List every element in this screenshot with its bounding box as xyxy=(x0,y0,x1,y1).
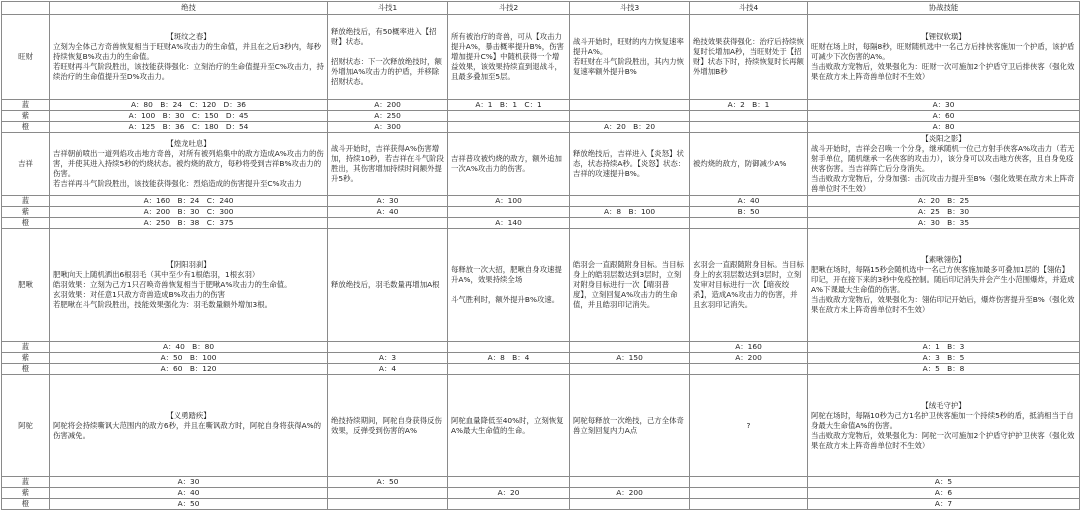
skill-desc-cell xyxy=(808,133,1080,196)
header-ultimate: 绝技 xyxy=(50,2,328,15)
skill-description: 释放绝技后，羽毛数量再增加A根 xyxy=(331,280,440,289)
level-row xyxy=(2,218,1080,229)
level-value: A：100 B：30 C：150 D：45 xyxy=(50,111,328,122)
skill-description: 吉祥普攻被灼烧的敌方，额外追加一次A%攻击力的伤害。 xyxy=(451,154,562,173)
level-value: A：250 B：38 C：375 xyxy=(50,218,328,229)
skill-desc-cell xyxy=(690,375,808,477)
skill-desc-cell xyxy=(50,133,328,196)
skill-desc-cell xyxy=(50,15,328,100)
skill-desc-cell xyxy=(448,229,570,342)
header-corner xyxy=(2,2,50,15)
skill-description: 阿驼每释放一次绝技，己方全体奇兽立刻回复内力A点 xyxy=(573,415,684,435)
skill-description: 释放绝技后，有50概率进入【招财】状态。 招财状态：下一次释放绝技时，额外增加A%攻击力的护盾，并移除招财状态。 xyxy=(331,27,442,86)
level-value: A：8 B：4 xyxy=(448,353,570,364)
level-value xyxy=(570,111,690,122)
level-value: A：80 xyxy=(808,122,1080,133)
level-value: A：200 xyxy=(328,100,448,111)
level-value: B：50 xyxy=(690,207,808,218)
pet-row xyxy=(2,229,1080,342)
skill-desc-cell xyxy=(570,15,690,100)
skill-desc-cell xyxy=(690,133,808,196)
level-value: A：160 xyxy=(690,342,808,353)
level-value xyxy=(690,488,808,499)
level-value: A：5 xyxy=(808,477,1080,488)
level-label: 紫 xyxy=(2,111,50,122)
level-value: A：140 xyxy=(448,218,570,229)
level-value: A：30 B：35 xyxy=(808,218,1080,229)
level-value: A：60 B：120 xyxy=(50,364,328,375)
level-label: 紫 xyxy=(2,207,50,218)
skill-desc-cell xyxy=(328,133,448,196)
level-value xyxy=(570,196,690,207)
level-label: 蓝 xyxy=(2,477,50,488)
level-value: A：30 xyxy=(808,100,1080,111)
level-value xyxy=(448,207,570,218)
skill-title: 【义勇踏疾】 xyxy=(166,410,211,420)
level-value: A：200 B：30 C：300 xyxy=(50,207,328,218)
skill-desc-cell xyxy=(570,375,690,477)
level-label: 橙 xyxy=(2,499,50,510)
level-value: A：7 xyxy=(808,499,1080,510)
pet-skill-table xyxy=(1,1,1080,510)
header-skill-3: 斗技3 xyxy=(570,2,690,15)
level-value: A：4 xyxy=(328,364,448,375)
level-value: A：40 xyxy=(50,488,328,499)
level-value: A：3 B：5 xyxy=(808,353,1080,364)
skill-desc-cell xyxy=(690,15,808,100)
level-row xyxy=(2,477,1080,488)
level-label: 蓝 xyxy=(2,342,50,353)
level-value xyxy=(448,499,570,510)
skill-description: 被灼烧的敌方，防御减少A% xyxy=(693,159,787,168)
skill-description: 释放绝技后，吉祥进入【炎怒】状态，状态持续A秒。【炎怒】状态：吉祥的攻速提升B%。 xyxy=(573,149,686,178)
level-value: A：1 B：3 xyxy=(808,342,1080,353)
level-value: A：60 xyxy=(808,111,1080,122)
pet-name: 阿驼 xyxy=(2,375,50,477)
level-label: 紫 xyxy=(2,488,50,499)
skill-desc-cell xyxy=(50,229,328,342)
skill-description: 阿驼将会持续嘶讽大范围内的敌方6秒，并且在嘶讽敌方时，阿驼自身将获得A%的伤害减免。 xyxy=(53,420,322,440)
level-value xyxy=(690,122,808,133)
skill-desc-cell xyxy=(808,375,1080,477)
skill-description: 肥啾在场时，每隔15秒会随机选中一名己方侠客施加最多可叠加1层的【翎佑】印记，开在接下来的3秒中免疫控制。随后印记消失并会产生小范围爆炸，并造成A%下课最大生命值的伤害。 当击败敌方宠物后，效果强化为：翎佑印记开始后，爆炸伤害提升至B%（强化效果在敌方未上阵奇兽单位时不生效） xyxy=(811,265,1075,314)
level-value xyxy=(448,477,570,488)
level-row xyxy=(2,100,1080,111)
skill-description: 战斗开始时，旺财的内力恢复速率提升A%。 若旺财在斗气阶段胜出，其内力恢复速率额外提升B% xyxy=(573,37,684,76)
level-value: A：3 xyxy=(328,353,448,364)
pet-row xyxy=(2,375,1080,477)
skill-desc-cell xyxy=(570,229,690,342)
skill-description: 阿驼在场时，每隔10秒为己方1名护卫侠客施加一个持续5秒的盾，抵消相当于自身最大生命值A%的伤害。 当击败敌方宠物后，效果强化为：阿驼一次可施加2个护盾守护护卫侠客（强化效果在敌方未上阵奇兽单位时不生效） xyxy=(811,410,1075,450)
skill-desc-cell xyxy=(328,229,448,342)
skill-description: 阿驼血量降低至40%时，立刻恢复A%最大生命值的生命。 xyxy=(451,415,564,435)
level-value: A：30 xyxy=(328,196,448,207)
level-value xyxy=(448,364,570,375)
skill-desc-cell xyxy=(448,375,570,477)
header-coop-skill: 协战技能 xyxy=(808,2,1080,15)
level-value xyxy=(328,342,448,353)
level-value: A：160 B：24 C：240 xyxy=(50,196,328,207)
level-value: A：8 B：100 xyxy=(570,207,690,218)
skill-title: 【炎阳之影】 xyxy=(921,134,966,143)
skill-description: 战斗开始时，吉祥获得A%伤害增加，持续10秒，若吉祥在斗气阶段胜出，其伤害增加持续时间额外提升5秒。 xyxy=(331,144,444,183)
header-skill-1: 斗技1 xyxy=(328,2,448,15)
level-value: A：125 B：36 C：180 D：54 xyxy=(50,122,328,133)
skill-description: 旺财在场上时，每隔8秒，旺财随机选中一名己方后排侠客施加一个护盾，该护盾可减少下次伤害的A%。 当击败敌方宠物后，效果强化为：旺财一次可施加2个护盾守卫后排侠客（强化效果在敌方未上阵奇兽单位时不生效） xyxy=(811,42,1075,81)
skill-description: 吉祥朝前喷出一道列焰攻击地方奇兽，对所有被列焰集中的敌方造成A%攻击力的伤害，并使其进入持续5秒的灼烧状态。被灼烧的敌方，每秒将受到吉祥B%攻击力的伤害。 若吉祥再斗气阶段胜出，该技能获得强化：烈焰造成的伤害提升至C%攻击力 xyxy=(53,149,324,188)
level-value: A：30 xyxy=(50,477,328,488)
level-row xyxy=(2,499,1080,510)
level-value: A：40 B：80 xyxy=(50,342,328,353)
level-row xyxy=(2,122,1080,133)
level-value xyxy=(448,342,570,353)
level-row xyxy=(2,488,1080,499)
level-value: A：50 xyxy=(328,477,448,488)
skill-desc-cell xyxy=(808,15,1080,100)
level-value xyxy=(570,218,690,229)
level-label: 橙 xyxy=(2,364,50,375)
level-value: A：40 xyxy=(690,196,808,207)
level-value xyxy=(690,364,808,375)
skill-description: 战斗开始时，吉祥会召唤一个分身，继承随机一位己方射手侠客A%攻击力（若无射手单位，随机继承一名侠客的攻击力），该分身可以攻击地方侠客，且自身免疫侠客伤害。当吉祥阵亡后分身消失。 当击败敌方宠物后，分身加强：击沉攻击力提升至B%（强化效果在敌方未上阵奇兽单位时不生效） xyxy=(811,144,1075,193)
level-label: 蓝 xyxy=(2,100,50,111)
level-value: A：100 xyxy=(448,196,570,207)
skill-description: 每释放一次大招，肥啾自身攻速提升A%，效果持续全场 斗气胜利时，额外提升B%攻速。 xyxy=(451,265,562,304)
level-value: A：80 B：24 C：120 D：36 xyxy=(50,100,328,111)
skill-title: 【煌龙吐息】 xyxy=(166,139,211,148)
level-value xyxy=(690,499,808,510)
skill-description: 绝技效果获得强化：治疗后持续恢复时长增加A秒，当旺财处于【招财】状态下时，持续恢复时长再额外增加B秒 xyxy=(693,37,804,76)
level-value xyxy=(570,499,690,510)
level-row xyxy=(2,207,1080,218)
skill-title: 【阴阳羽刹】 xyxy=(166,260,211,269)
pet-row xyxy=(2,133,1080,196)
level-value xyxy=(328,499,448,510)
level-value xyxy=(328,218,448,229)
pet-name: 肥啾 xyxy=(2,229,50,342)
level-row xyxy=(2,342,1080,353)
pet-name: 吉祥 xyxy=(2,133,50,196)
level-value: A：20 xyxy=(448,488,570,499)
skill-title: 【素啾翎伤】 xyxy=(921,255,966,264)
level-value xyxy=(690,477,808,488)
level-value xyxy=(448,122,570,133)
level-value: A：150 xyxy=(570,353,690,364)
level-value xyxy=(690,218,808,229)
pet-name: 旺财 xyxy=(2,15,50,100)
skill-desc-cell xyxy=(328,15,448,100)
header-skill-4: 斗技4 xyxy=(690,2,808,15)
skill-description: 立刻为全体己方奇兽恢复相当于旺财A%攻击力的生命值，并且在之后3秒内，每秒持续恢复B%攻击力的生命值。 若旺财再斗气阶段胜出，该技能获得强化：立刻治疗的生命值提升至C%攻击力，持续治疗的生命值提升至D%攻击力。 xyxy=(53,42,324,81)
level-value: A：50 B：100 xyxy=(50,353,328,364)
level-value xyxy=(570,364,690,375)
level-value xyxy=(570,342,690,353)
level-label: 橙 xyxy=(2,122,50,133)
level-value: A：6 xyxy=(808,488,1080,499)
level-value: A：300 xyxy=(328,122,448,133)
level-value xyxy=(690,111,808,122)
header-row xyxy=(2,2,1080,15)
skill-desc-cell xyxy=(570,133,690,196)
level-value: A：2 B：1 xyxy=(690,100,808,111)
level-row xyxy=(2,364,1080,375)
skill-desc-cell xyxy=(690,229,808,342)
level-row xyxy=(2,196,1080,207)
level-value: A：25 B：30 xyxy=(808,207,1080,218)
skill-desc-cell xyxy=(328,375,448,477)
header-skill-2: 斗技2 xyxy=(448,2,570,15)
level-value: A：200 xyxy=(570,488,690,499)
level-label: 紫 xyxy=(2,353,50,364)
level-value xyxy=(328,488,448,499)
level-row xyxy=(2,111,1080,122)
skill-title: 【斑纹之春】 xyxy=(166,32,211,41)
skill-desc-cell xyxy=(808,229,1080,342)
level-value xyxy=(448,111,570,122)
skill-title: 【绒毛守护】 xyxy=(921,400,966,410)
skill-desc-cell xyxy=(448,15,570,100)
skill-desc-cell xyxy=(50,375,328,477)
level-value: A：20 B：25 xyxy=(808,196,1080,207)
skill-description: 肥啾向天上随机洒出6根羽毛（其中至少有1根皓羽，1根玄羽） 皓羽效果：立刻为己方1只召唤奇兽恢复相当于肥啾A%攻击力的生命值。 玄羽效果：对任意1只敌方奇兽造成B%攻击力的伤害 若肥啾在斗气阶段胜出，技能效果强化为：羽毛数量额外增加3根。 xyxy=(53,270,292,309)
level-label: 蓝 xyxy=(2,196,50,207)
skill-title: 【锂钗软璜】 xyxy=(921,32,966,41)
level-value: A：250 xyxy=(328,111,448,122)
skill-description: ? xyxy=(746,420,751,430)
level-label: 橙 xyxy=(2,218,50,229)
level-value: A：50 xyxy=(50,499,328,510)
level-value: A：20 B：20 xyxy=(570,122,690,133)
skill-description: 绝技持续期间，阿驼自身获得反伤效果，反弹受到伤害的A% xyxy=(331,415,442,435)
level-value: A：1 B：1 C：1 xyxy=(448,100,570,111)
level-value: A：40 xyxy=(328,207,448,218)
level-value xyxy=(570,477,690,488)
pet-row xyxy=(2,15,1080,100)
skill-description: 所有被治疗的奇兽，可从【攻击力提升A%，暴击概率提升B%，伤害增加提升C%】中随机获得一个增益效果，该效果持续直到退战斗，且最多叠加至5层。 xyxy=(451,32,564,81)
level-row xyxy=(2,353,1080,364)
skill-desc-cell xyxy=(448,133,570,196)
level-value xyxy=(570,100,690,111)
level-value: A：5 B：8 xyxy=(808,364,1080,375)
skill-description: 玄羽会一直跟随附身目标。当目标身上的玄羽层数达到3层时，立刻发审对目标进行一次【暗夜绞杀】，造成A%攻击力的伤害，并且玄羽印记消失。 xyxy=(693,260,804,309)
level-value: A：200 xyxy=(690,353,808,364)
skill-description: 皓羽会一直跟随附身目标。当目标身上的皓羽层数达到3层时，立刻对附身目标进行一次【晴羽普度】，立刻回复A%攻击力的生命值，并且皓羽印记消失。 xyxy=(573,260,684,309)
